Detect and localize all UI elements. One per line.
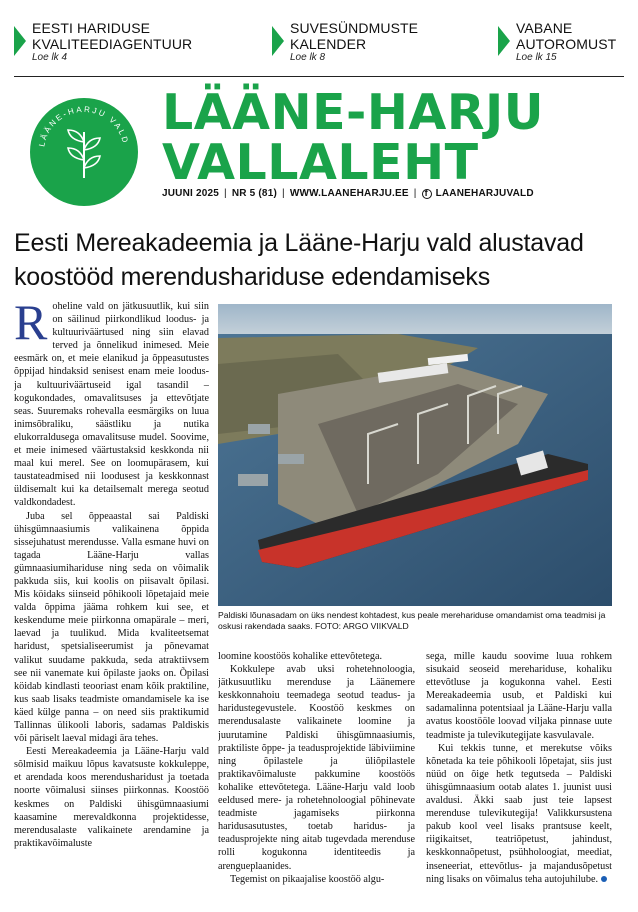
end-of-article-icon xyxy=(601,876,607,882)
masthead-title xyxy=(162,84,622,191)
harbor-aerial-image xyxy=(218,304,612,606)
chevron-right-icon xyxy=(272,26,284,56)
paragraph: Kokkulepe avab uksi rohetehnoloogia, jätkusuutliku merenduse ja Läänemere keskkonnahoiu teemadega seotud teadus- ja haridustegevustele. Koostöö keskmes on merendusalaste valikainete loomine ja juurutamine Paldiski ühisgümnaasiumis, praktiliste õppe- ja teadusprojektide läbiviimine ning õpilastele ja üliõpilastele praktikavõimaluste pakkumine koostöös kohalike ettevõtetega. Lääne-Harju vald loob eeldused mere- ja rohetehnoloogial põhinevate teadmiste jagamiseks piirkonna haridusasutustes, toetab haridus- ja teadusprojekte ning aitab tugevdada merenduse rolli kogukonna identiteedis ja arengueplaanides. xyxy=(218,664,415,872)
issue-date: JUUNI 2025 xyxy=(162,188,220,199)
teaser-item[interactable] xyxy=(272,20,418,64)
divider xyxy=(14,76,624,77)
teaser-page: Loe lk 15 xyxy=(516,52,557,63)
teaser-item[interactable] xyxy=(498,20,616,64)
website-link[interactable]: WWW.LAANEHARJU.EE xyxy=(289,188,409,199)
teaser-page: Loe lk 4 xyxy=(32,52,68,63)
paragraph: Juba sel õppeaastal sai Paldiski ühisgümnaasiumis valikainena õppida sissejuhatust merendusse. Valla esmane huvi on tagada Lääne-Harju vallas gümnaasiumihariduse ning seda on võimalik pakkuda siis, kui koolis on piisavalt õpilasi. Mis köidaks siinseid põhikooli lõpetajaid meie valda õppima jääma rohkem kui see, et keskendume meie piirkonna omapärale – meri, laevad ja tuulikud. Mida kvaliteetsemat haridust, spetsialiseerumist ja põnevamat valikut suudame pakkuda, seda atraktiivsem see nii vanemate kui õpilaste jaoks on. Õpilasi köidab kindlasti teooriast enam kõik praktiline, kus saab lisaks teadmiste omandamisele ka ise käed külge panna – on need siis praktikumid Tallinnas ülikooli laboris, sadamas Paldiskis või päriselt laeval midagi ära tehes. xyxy=(14,510,209,745)
photo-caption: Paldiski lõunasadam on üks nendest kohtadest, kus peale merehariduse omandamist oma teadmisi ja oskusi rakendada saaks. FOTO: ARGO VIIKVALD xyxy=(218,610,606,631)
chevron-right-icon xyxy=(14,26,26,56)
leaf-emblem-icon xyxy=(30,98,138,206)
masthead-line-1: LÄÄNE-HARJU xyxy=(162,84,545,141)
masthead-meta: JUUNI 2025 | NR 5 (81) | WWW.LAANEHARJU.EE | f LAANEHARJUVALD xyxy=(162,188,534,199)
masthead-line-2: VALLALEHT xyxy=(162,134,479,191)
social-handle[interactable]: LAANEHARJUVALD xyxy=(435,188,534,199)
issue-number: NR 5 (81) xyxy=(231,188,277,199)
article-headline: Eesti Mereakadeemia ja Lääne-Harju vald alustavad koostööd merendushariduse edendamiseks xyxy=(14,229,584,291)
paragraph: Eesti Mereakadeemia ja Lääne-Harju vald sõlmisid maikuu lõpus kavatsuste kokkuleppe, et arendada koos merendusharidust ja toetada noorte võimalusi siinses piirkonnas. Koostöö keskmes on Paldiski ühisgümnaasiumi kaasamine merevaldkonna projektidesse, merendusalaste valikainete arendamine ja praktikavõimaluste xyxy=(14,746,209,849)
logo-ring-text: LÄÄNE-HARJU VALD xyxy=(37,104,131,148)
teaser-title: EESTI HARIDUSE KVALITEEDIAGENTUUR xyxy=(32,20,193,52)
paragraph: Roheline vald on jätkusuutlik, kui siin on säilinud piirkondlikud loodus- ja kultuuriväärtused ning siin elavad terved ja õnnelikud inimesed. Meie eesmärk on, et meie elanikud ja õppeasutustes õppijad hindaksid senisest enam meie loodus- ja kultuuriväärtuseid igal tasandil – kogukondades, omavalitsuses ja ettevõtjate seas. Suuremaks rohevalla eesmärgiks on luua inimsõbraliku, säästliku ja nutika elukorraldusega omavalitsuse mudel. Soovime, et meie inimesed väärtustaksid keskkonda nii maal kui merel. See on loomupärasem, kui taustateadmised nii loodusest ja keskkonnast üldisemalt kui ka detailsemalt merega seotud valdkondadest. xyxy=(14,300,209,509)
article-photo xyxy=(218,304,612,606)
paragraph: loomine koostöös kohalike ettevõtetega. xyxy=(218,651,383,662)
paragraph: sega, mille kaudu soovime luua rohkem sisukaid seoseid merehariduse, kohaliku ettevõtluse ja kogukonna vahel. Eesti Mereakadeemia usub, et Paldiski kui sadamalinna potentsiaal ja Lääne-Harju valla avatus koostööle loovad viljaka pinnase uute teadmiste ja tulevikutegijate kasvulavale. xyxy=(426,651,612,741)
teaser-bar xyxy=(14,14,624,74)
municipality-logo xyxy=(30,98,138,206)
paragraph: Kui tekkis tunne, et merekutse võiks kõnetada ka teie põhikooli lõpetajat, siis just nüüd on õige hetk tegutseda – Paldiski ühisgümnaasium ootab alates 1. juunist uusi avaldusi. Äkki saab just teie lapsest merenduse tulevikutegija! Valikkursustena pakub kool veel lisaks prantsuse keelt, riigikaitset, teatriõpetust, jahindust, keskkonnaõpetust, psühholoogiat, meediat, inseneeriat, ettevõtlus- ja majandusõpetust ning lisaks on võimalus teha autojuhilube. xyxy=(426,742,612,885)
teaser-item[interactable] xyxy=(14,20,192,64)
teaser-title: SUVESÜNDMUSTE KALENDER xyxy=(290,20,419,52)
article-column-3 xyxy=(426,650,612,900)
teaser-page: Loe lk 8 xyxy=(290,52,326,63)
chevron-right-icon xyxy=(498,26,510,56)
dropcap: R xyxy=(14,300,48,350)
article-column-2 xyxy=(218,650,415,900)
article-column-1 xyxy=(14,300,209,900)
teaser-title: VABANE AUTOROMUST xyxy=(516,20,617,52)
facebook-icon xyxy=(422,189,432,199)
paragraph: Tegemist on pikaajalise koostöö algu- xyxy=(230,873,385,885)
